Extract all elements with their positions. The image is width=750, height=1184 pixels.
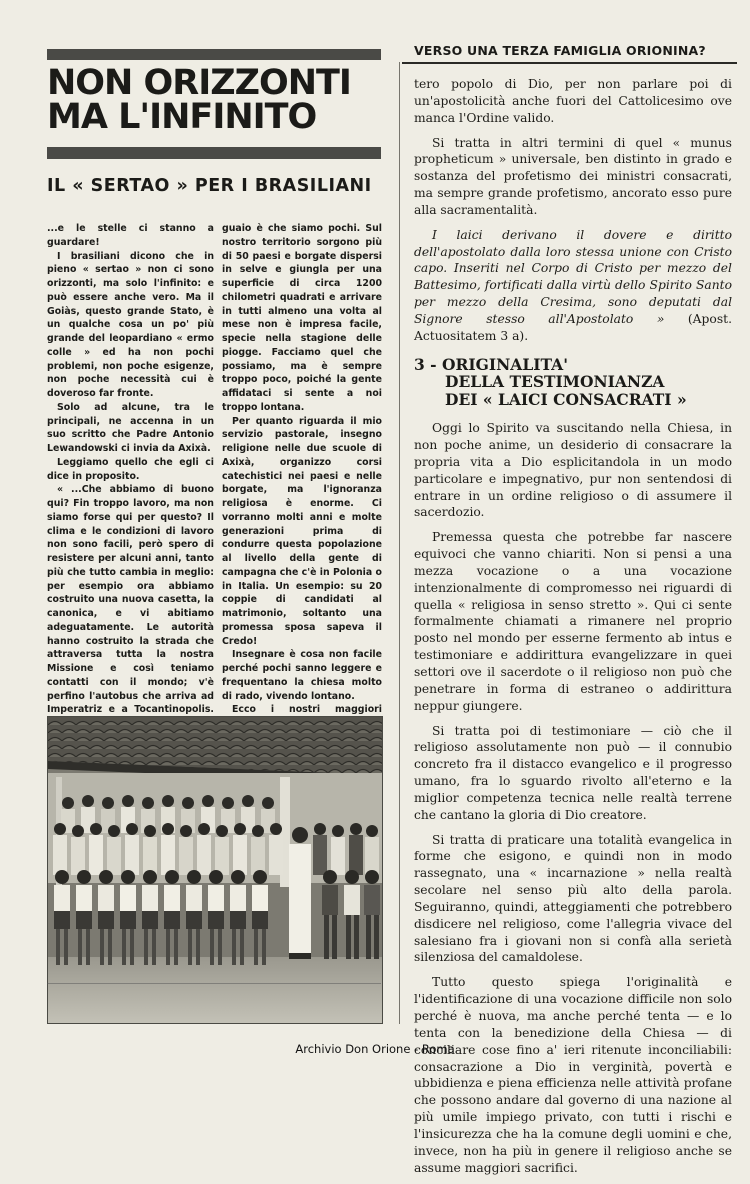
italic-quote: I laici derivano il dovere e diritto dell'apostolato dalla loro stessa unione con Cristo capo. Inseriti nel Corpo di Cristo per mezzo del Battesimo, fortificati dalla virtù dello Spirito Santo per mezzo della Cresima, sono deputati dal Signore stesso all'Apostolato » bbox=[414, 227, 732, 326]
page-title bbox=[47, 63, 387, 137]
column-heading-rule bbox=[402, 62, 737, 64]
paragraph: Insegnare è cosa non facile perché pochi sanno leggere e frequentano la chiesa molto di rado, vivendo lontano. bbox=[222, 649, 382, 702]
section-heading-line-2: DELLA TESTIMONIANZA bbox=[445, 372, 665, 392]
group-photograph bbox=[47, 716, 383, 1024]
section-heading bbox=[414, 356, 732, 409]
archive-footer: Archivio Don Orione - Roma bbox=[295, 1042, 455, 1056]
paragraph: Si tratta in altri termini di quel « munus propheticum » universale, ben distinto in grado e sostanza del profetismo dei ministri consacrati, ma sempre grande profetismo, ancorato esso pure alla sacramentalità. bbox=[414, 135, 732, 217]
priest-figure bbox=[289, 827, 311, 959]
paragraph: Per quanto riguarda il mio servizio pastorale, insegno religione nelle due scuole di Axixà, organizzo corsi catechistici nei paesi e nelle borgate, ma l'ignoranza religiosa è enorme. Ci vorranno molti anni e molte generazioni prima di condurre questa popolazione al livello della gente di campagna che c'è in Polonia o in Italia. Un esempio: su 20 coppie di candidati al matrimonio, soltanto una promessa sposa sapeva il Credo! bbox=[222, 415, 382, 647]
paragraph: Ecco i nostri maggiori bbox=[232, 704, 382, 716]
paragraph: Solo ad alcune, tra le principali, ne accenna in un suo scritto che Padre Antonio Lewandowski ci invia da Axixà. bbox=[47, 401, 214, 454]
column-divider bbox=[399, 62, 400, 1024]
photo-illustration bbox=[48, 717, 382, 1023]
section-heading-line-3: DEI « LAICI CONSACRATI » bbox=[445, 389, 687, 409]
ground bbox=[48, 957, 382, 1023]
left-article-column-1 bbox=[47, 222, 214, 731]
paragraph: I brasiliani dicono che in pieno « sertao » non ci sono orizzonti, ma solo l'infinito: e può essere anche vero. Ma il Goiàs, questo grande Stato, è un qualche cosa un po' più grande del leopardiano « ermo colle » ed ha non pochi problemi, non poche esigenze, non poche necessità cui è doveroso far fronte. bbox=[47, 250, 214, 399]
paragraph: Si tratta poi di testimoniare — ciò che il religioso assolutamente non può — il connubio concreto fra il distacco evangelico e il progresso umano, fra lo sguardo rivolto all'eterno e la miglior competenza tecnica nelle realtà terrene che cantano la gloria di Dio creatore. bbox=[414, 723, 732, 822]
section-heading-line-1: 3 - ORIGINALITA' bbox=[414, 354, 568, 374]
paragraph: Si tratta di praticare una totalità evangelica in forme che esigono, e quindi non in modo rassegnato, una « incarnazione » nella realtà secolare nel senso più alto della parola. Seguiranno, quindi, atteggiamenti che potrebbero disdicere nel religioso, come l'allegria vivace del salesiano fra i giovani non si confà alla serietà silenziosa del camaldolese. bbox=[414, 832, 732, 965]
paragraph: tero popolo di Dio, per non parlare poi di un'apostolicità anche fuori del Cattolicesimo ove manca l'Ordine valido. bbox=[414, 77, 732, 125]
photo-caption-line bbox=[47, 983, 381, 984]
title-line-2: MA L'INFINITO bbox=[47, 97, 317, 137]
paragraph: Leggiamo quello che egli ci dice in proposito. bbox=[47, 456, 214, 482]
article-subtitle: IL « SERTAO » PER I BRASILIANI bbox=[47, 176, 372, 196]
title-bottom-bar bbox=[47, 147, 381, 159]
paragraph: guaio è che siamo pochi. Sul nostro territorio sorgono più di 50 paesi e borgate dispersi in selve e giungla per una superficie di circa 1200 chilometri quadrati e arrivare in tutti almeno una volta al mese non è impresa facile, specie nella stagione delle piogge. Facciamo quel che possiamo, ma è sempre troppo poco, poiché la gente affidataci si sente a noi troppo lontana. bbox=[222, 223, 382, 413]
right-article-column bbox=[414, 76, 732, 1184]
title-line-1: NON ORIZZONTI bbox=[47, 63, 351, 103]
title-top-bar bbox=[47, 49, 381, 60]
column-heading: VERSO UNA TERZA FAMIGLIA ORIONINA? bbox=[414, 43, 706, 58]
paragraph: « ...Che abbiamo di buono qui? Fin troppo lavoro, ma non siamo forse qui per questo? Il clima e le condizioni di lavoro non sono facili, però spero di resistere per alcuni anni, tanto più che tutto cambia in meglio: per esempio ora abbiamo costruito una nuova casetta, la canonica, e vi abitiamo adeguatamente. Le autorità hanno costruito la strada che attraversa tutta la nostra Missione e così teniamo contatti con il mondo; v'è perfino l'autobus che arriva ad Imperatriz e a Tocantinopolis. bbox=[47, 484, 214, 716]
paragraph: Oggi lo Spirito va suscitando nella Chiesa, in non poche anime, un desiderio di consacrare la propria vita a Dio esplicitandola in un modo particolare e impegnativo, pur non sentendosi di entrare in un ordine religioso o di assumere il sacerdozio. bbox=[414, 421, 732, 520]
paragraph-italic-quote bbox=[414, 227, 732, 345]
left-article-column-2 bbox=[222, 222, 382, 772]
paragraph: Tutto questo spiega l'originalità e l'identificazione di una vocazione difficile non solo perché è nuova, ma anche perché tenta — e lo tenta con la benedizione della Chiesa — di conciliare cose fino a' ieri ritenute inconciliabili: consacrazione a Dio in verginità, povertà e ubbidienza e piena efficienza nelle attività profane che possono andare dal governo di una nazione al più umile impiego privato, con tutti i rischi e l'insicurezza che ha la comune degli uomini e che, invece, non ha più in genere il religioso anche se assume maggiori sacrifici. bbox=[414, 975, 732, 1175]
citation: (Apost. Actuositatem 3 a). bbox=[414, 311, 732, 343]
paragraph: Premessa questa che potrebbe far nascere equivoci che vanno chiariti. Non si pensi a una mezza vocazione o a una vocazione intenzionalmente di compromesso nei riguardi di quella « religiosa in senso stretto ». Qui ci sente formalmente chiamati a rimanere nel proprio posto nel mondo per esserne fermento ab intus e testimoniare e addirittura evangelizzare in quei settori ove il sacerdote o il religioso non può che penetrare in forma di estraneo o addirittura neppur giungere. bbox=[414, 530, 732, 713]
paragraph: ...e le stelle ci stanno a guardare! bbox=[47, 223, 214, 248]
